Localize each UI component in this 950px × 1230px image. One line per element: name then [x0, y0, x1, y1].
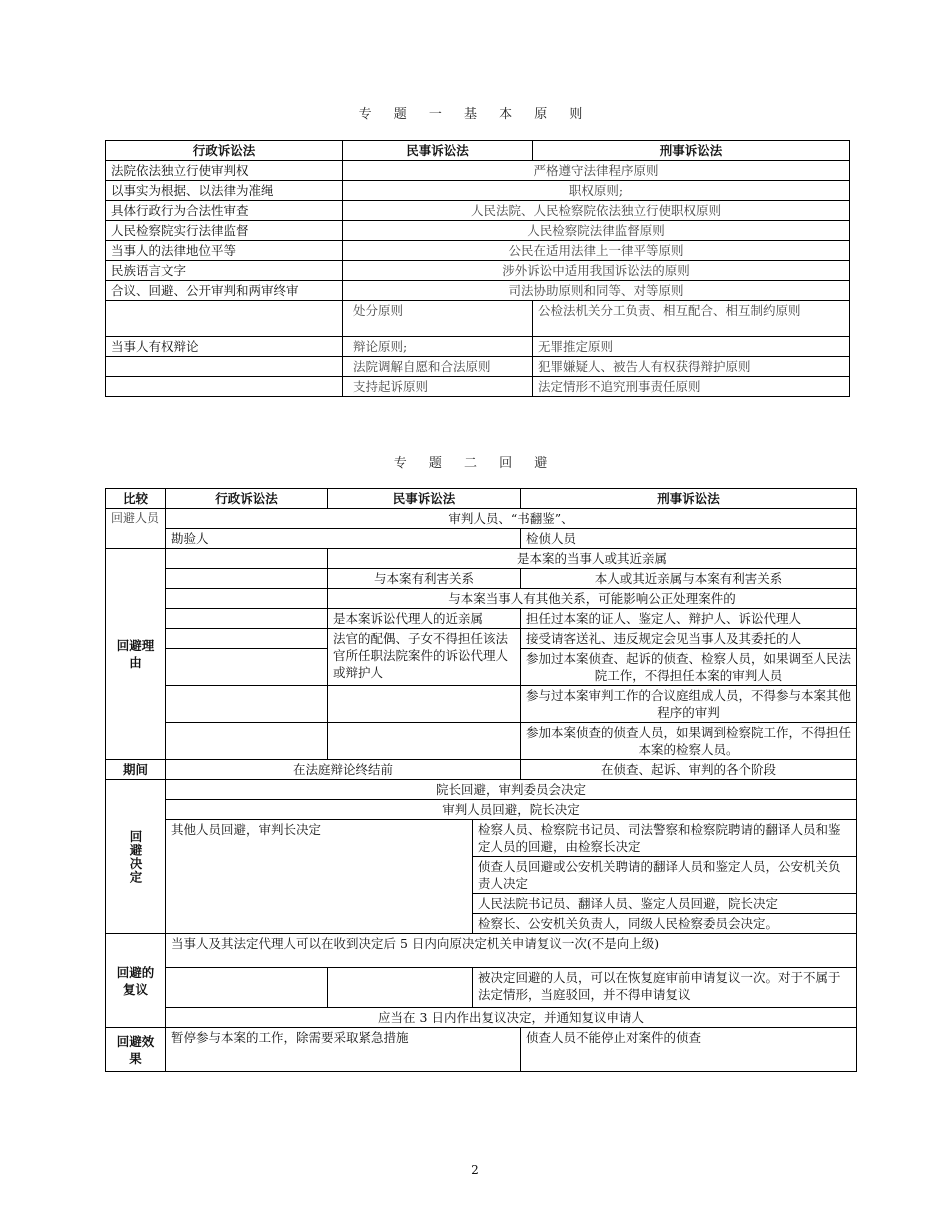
- table-cell: 侦查人员回避或公安机关聘请的翻译人员和鉴定人员，公安机关负责人决定: [473, 857, 857, 894]
- table-cell: 参加过本案侦查、起诉的侦查、检察人员，如果调至人民法院工作，不得担任本案的审判人员: [521, 649, 857, 686]
- table-row: [106, 686, 857, 723]
- table-row: [106, 760, 857, 780]
- table-row: [106, 820, 857, 857]
- table-cell: 参与过本案审判工作的合议庭组成人员，不得参与本案其他程序的审判: [521, 686, 857, 723]
- col-header-criminal: 刑事诉讼法: [533, 141, 850, 161]
- empty-cell: [166, 649, 328, 686]
- table-row: [106, 141, 850, 161]
- table-row: [106, 723, 857, 760]
- table-row: [106, 1008, 857, 1028]
- table-row: [106, 181, 850, 201]
- empty-cell: [166, 723, 328, 760]
- table-cell: 审判人员回避，院长决定: [166, 800, 857, 820]
- table-cell: 是本案诉讼代理人的近亲属: [328, 609, 521, 629]
- table-cell: 本人或其近亲属与本案有利害关系: [521, 569, 857, 589]
- row-label-review: 回避的复议: [106, 934, 166, 1028]
- table-cell: [106, 357, 343, 377]
- table-row: [106, 201, 850, 221]
- page-number: 2: [471, 1163, 479, 1177]
- table-row: [106, 569, 857, 589]
- col-header-admin: 行政诉讼法: [106, 141, 343, 161]
- table-row: [106, 529, 857, 549]
- table-cell: 法官的配偶、子女不得担任该法官所任职法院案件的诉讼代理人或辩护人: [328, 629, 521, 686]
- table-row: [106, 934, 857, 968]
- table-cell: 检察人员、检察院书记员、司法警察和检察院聘请的翻译人员和鉴定人员的回避，由检察长决定: [473, 820, 857, 857]
- table-cell: 支持起诉原则: [343, 377, 533, 397]
- table-row: [106, 261, 850, 281]
- table-row: [106, 968, 857, 1008]
- table-cell: 检侦人员: [521, 529, 857, 549]
- table-cell: 被决定回避的人员，可以在恢复庭审前申请复议一次。对于不属于法定情形，当庭驳回，并不得申请复议: [473, 968, 857, 1008]
- table-cell: 以事实为根据、以法律为准绳: [106, 181, 343, 201]
- row-label-decision: 回避决定: [106, 780, 166, 934]
- section1-title: 专 题 一 基 本 原 则: [358, 107, 592, 122]
- principles-table: [105, 140, 850, 397]
- table-cell: 当事人有权辩论: [106, 337, 343, 357]
- table-cell: 法院调解自愿和合法原则: [343, 357, 533, 377]
- table-cell: 其他人员回避，审判长决定: [166, 820, 473, 934]
- table-cell: 接受请客送礼、违反规定会见当事人及其委托的人: [521, 629, 857, 649]
- table-cell: 司法协助原则和同等、对等原则: [343, 281, 850, 301]
- table-cell: 严格遵守法律程序原则: [343, 161, 850, 181]
- table-cell: 暂停参与本案的工作，除需要采取紧急措施: [166, 1028, 521, 1072]
- section2-title: 专 题 二 回 避: [393, 456, 557, 471]
- table-cell: 法院依法独立行使审判权: [106, 161, 343, 181]
- col-header-civil: 民事诉讼法: [343, 141, 533, 161]
- table-cell: 与本案当事人有其他关系，可能影响公正处理案件的: [328, 589, 857, 609]
- table-cell: 在法庭辩论终结前: [166, 760, 521, 780]
- table-cell: 勘验人: [166, 529, 521, 549]
- table-row: [106, 489, 857, 509]
- empty-cell: [166, 589, 328, 609]
- table-row: [106, 301, 850, 337]
- table-cell: 人民检察院实行法律监督: [106, 221, 343, 241]
- table-cell: 处分原则: [343, 301, 533, 337]
- table-row: [106, 609, 857, 629]
- empty-cell: [166, 686, 328, 723]
- table-row: [106, 221, 850, 241]
- table-cell: 在侦查、起诉、审判的各个阶段: [521, 760, 857, 780]
- table-row: [106, 377, 850, 397]
- col-header-compare: 比较: [106, 489, 166, 509]
- empty-cell: [328, 686, 521, 723]
- table-cell: 涉外诉讼中适用我国诉讼法的原则: [343, 261, 850, 281]
- col-header-admin: 行政诉讼法: [166, 489, 328, 509]
- row-label-period: 期间: [106, 760, 166, 780]
- table-cell: 与本案有利害关系: [328, 569, 521, 589]
- table-cell: 是本案的当事人或其近亲属: [328, 549, 857, 569]
- table-cell: 当事人及其法定代理人可以在收到决定后 5 日内向原决定机关申请复议一次(不是向上级): [166, 934, 857, 968]
- table-row: [106, 780, 857, 800]
- table-cell: 合议、回避、公开审判和两审终审: [106, 281, 343, 301]
- empty-cell: [328, 968, 473, 1008]
- table-cell: 参加本案侦查的侦查人员，如果调到检察院工作，不得担任本案的检察人员。: [521, 723, 857, 760]
- table-cell: 公民在适用法律上一律平等原则: [343, 241, 850, 261]
- table-cell: 担任过本案的证人、鉴定人、辩护人、诉讼代理人: [521, 609, 857, 629]
- col-header-criminal: 刑事诉讼法: [521, 489, 857, 509]
- table-cell: 审判人员、“书翻鉴”、: [166, 509, 857, 529]
- table-row: [106, 800, 857, 820]
- table-cell: 当事人的法律地位平等: [106, 241, 343, 261]
- row-label-effect: 回避效果: [106, 1028, 166, 1072]
- table-cell: [106, 377, 343, 397]
- empty-cell: [166, 569, 328, 589]
- table-row: [106, 1028, 857, 1072]
- col-header-civil: 民事诉讼法: [328, 489, 521, 509]
- table-cell: 职权原则;: [343, 181, 850, 201]
- table-cell: 院长回避，审判委员会决定: [166, 780, 857, 800]
- row-label-reasons: 回避理由: [106, 549, 166, 760]
- table-cell: 应当在 3 日内作出复议决定，并通知复议申请人: [166, 1008, 857, 1028]
- table-row: [106, 241, 850, 261]
- table-row: [106, 549, 857, 569]
- table-row: [106, 589, 857, 609]
- table-cell: 公检法机关分工负责、相互配合、相互制约原则: [533, 301, 850, 337]
- table-row: [106, 629, 857, 649]
- table-cell: [106, 301, 343, 337]
- table-cell: 人民检察院法律监督原则: [343, 221, 850, 241]
- table-cell: 人民法院、人民检察院依法独立行使职权原则: [343, 201, 850, 221]
- empty-cell: [166, 609, 328, 629]
- empty-cell: [166, 549, 328, 569]
- table-cell: 民族语言文字: [106, 261, 343, 281]
- table-row: [106, 337, 850, 357]
- empty-cell: [166, 629, 328, 649]
- table-cell: 无罪推定原则: [533, 337, 850, 357]
- row-label-persons: 回避人员: [106, 509, 166, 549]
- table-row: [106, 161, 850, 181]
- table-cell: 具体行政行为合法性审查: [106, 201, 343, 221]
- table-cell: 法定情形不追究刑事责任原则: [533, 377, 850, 397]
- table-cell: 辩论原则;: [343, 337, 533, 357]
- table-cell: 人民法院书记员、翻译人员、鉴定人员回避，院长决定: [473, 894, 857, 914]
- recusal-table: [105, 488, 857, 1072]
- table-row: [106, 509, 857, 529]
- table-cell: 侦查人员不能停止对案件的侦查: [521, 1028, 857, 1072]
- table-cell: 犯罪嫌疑人、被告人有权获得辩护原则: [533, 357, 850, 377]
- empty-cell: [166, 968, 328, 1008]
- empty-cell: [328, 723, 521, 760]
- table-cell: 检察长、公安机关负责人，同级人民检察委员会决定。: [473, 914, 857, 934]
- table-row: [106, 357, 850, 377]
- table-row: [106, 281, 850, 301]
